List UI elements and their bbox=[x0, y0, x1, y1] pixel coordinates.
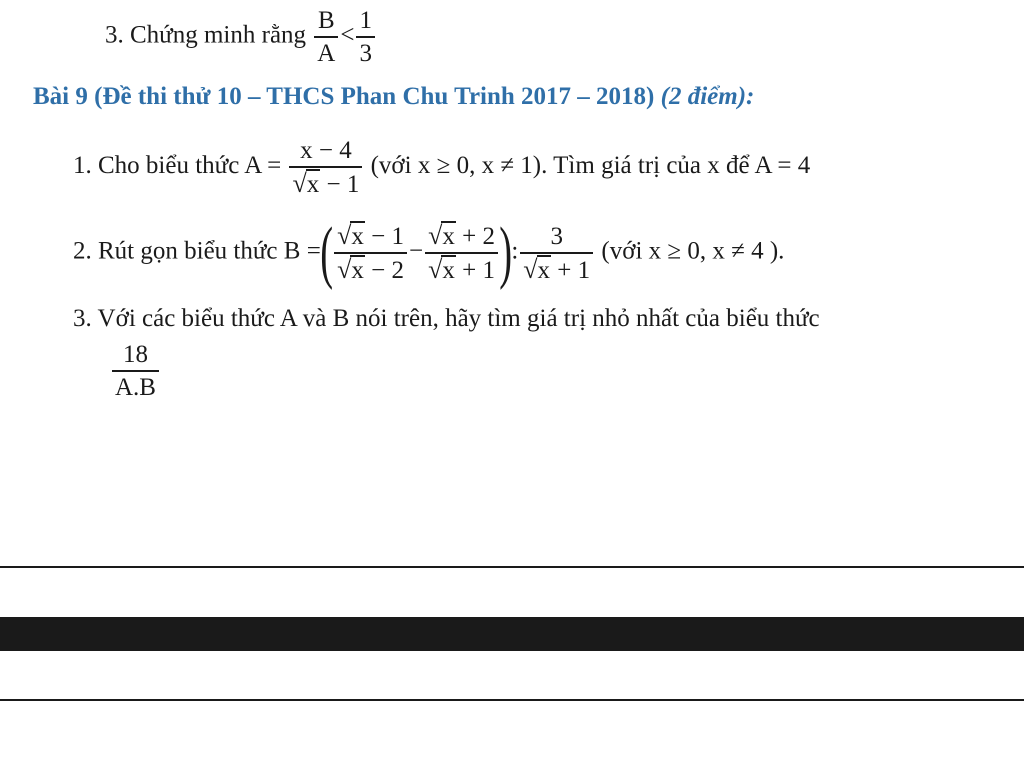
q1-condition: (với x ≥ 0, x ≠ 1). Tìm giá trị của x để A = 4 bbox=[370, 152, 811, 180]
q1-a-eq: A = bbox=[244, 152, 282, 180]
denominator: √x + 1 bbox=[520, 252, 593, 283]
divider-thin-bottom bbox=[0, 699, 1024, 701]
right-paren: ) bbox=[499, 214, 513, 291]
fraction-b-over-a bbox=[314, 8, 338, 66]
q3-label: 3. Với các biểu thức A và B nói trên, hãy tìm giá trị nhỏ nhất của biểu thức bbox=[73, 305, 820, 332]
q2-b-eq: B = bbox=[283, 237, 321, 265]
heading-text: Bài 9 (Đề thi thử 10 – THCS Phan Chu Trinh 2017 – 2018) bbox=[33, 83, 655, 110]
q2-minus: − bbox=[409, 237, 424, 265]
q2-fraction-1 bbox=[334, 223, 407, 283]
prev-item-label: 3. Chứng minh rằng bbox=[105, 21, 307, 49]
fraction-one-third bbox=[356, 8, 375, 66]
left-paren: ( bbox=[320, 214, 333, 291]
prev-item bbox=[105, 8, 377, 66]
numerator: 3 bbox=[550, 222, 563, 250]
question-2 bbox=[73, 214, 785, 291]
numerator: √x − 1 bbox=[337, 221, 404, 250]
q3-expression bbox=[110, 342, 161, 400]
denominator: A bbox=[314, 36, 338, 66]
numerator: 18 bbox=[122, 341, 148, 368]
numerator: √x + 2 bbox=[428, 221, 495, 250]
exercise-heading bbox=[33, 84, 754, 109]
q2-fraction-2 bbox=[425, 223, 498, 283]
numerator: 1 bbox=[359, 7, 372, 34]
numerator: x − 4 bbox=[300, 137, 352, 164]
numerator: B bbox=[317, 7, 335, 34]
q2-colon: : bbox=[511, 237, 519, 265]
heading-points: (2 điểm): bbox=[660, 83, 755, 110]
q1-fraction bbox=[289, 138, 362, 197]
divider-thick bbox=[0, 617, 1024, 651]
denominator: √x + 1 bbox=[425, 252, 498, 283]
sqrt-x: √x bbox=[292, 169, 320, 198]
question-1 bbox=[73, 138, 810, 197]
q2-condition: (với x ≥ 0, x ≠ 4 ). bbox=[601, 237, 785, 265]
divider-thin-top bbox=[0, 566, 1024, 568]
q2-fraction-3 bbox=[520, 224, 593, 283]
denominator: 3 bbox=[356, 36, 375, 66]
less-than: < bbox=[340, 21, 355, 49]
question-3 bbox=[73, 306, 820, 331]
denominator: A.B bbox=[112, 370, 159, 400]
denominator: √x − 1 bbox=[289, 166, 362, 197]
denominator: √x − 2 bbox=[334, 252, 407, 283]
q3-fraction bbox=[112, 342, 159, 400]
q2-label: 2. Rút gọn biểu thức bbox=[73, 237, 278, 265]
q1-label: 1. Cho biểu thức bbox=[73, 152, 240, 180]
